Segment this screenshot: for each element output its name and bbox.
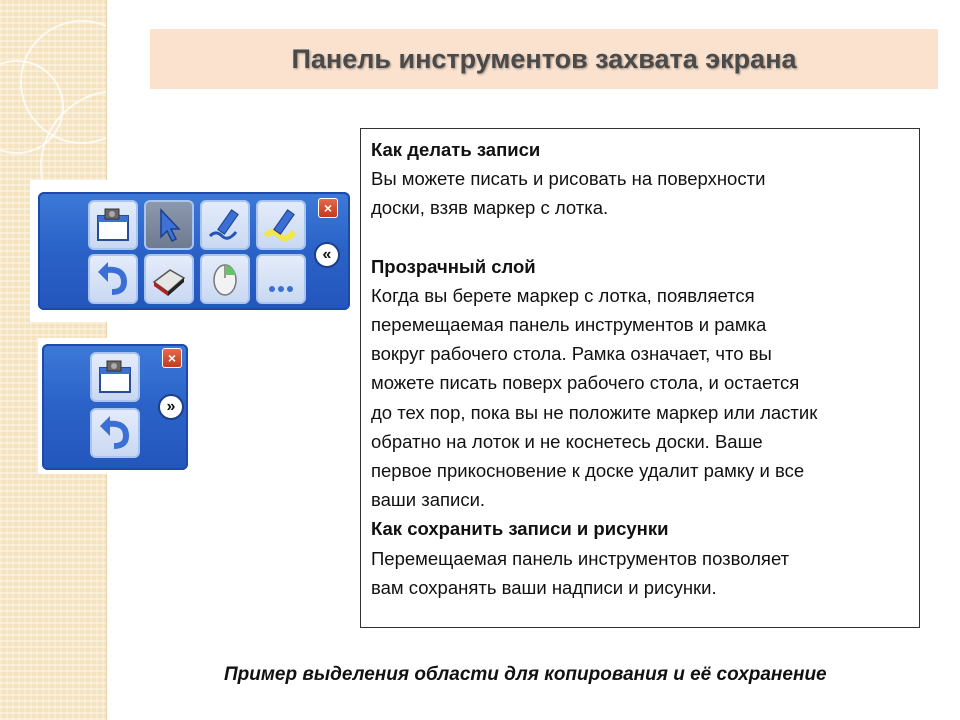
more-button[interactable]: [256, 254, 306, 304]
pen-button[interactable]: [200, 200, 250, 250]
body-line: Когда вы берете маркер с лотка, появляется: [371, 284, 755, 306]
toolbar-collapsed: [38, 338, 192, 474]
capture-icon: [95, 208, 131, 242]
undo-button[interactable]: [90, 408, 140, 458]
undo-icon: [94, 260, 132, 298]
expand-button[interactable]: »: [158, 394, 184, 420]
highlighter-button[interactable]: [256, 200, 306, 250]
body-line: вокруг рабочего стола. Рамка означает, что вы: [371, 343, 772, 365]
body-line: ваши записи.: [371, 489, 486, 511]
body-line: первое прикосновение к доске удалит рамку и все: [371, 460, 805, 482]
body-line: до тех пор, пока вы не положите маркер или ластик: [371, 401, 818, 423]
more-icon: [263, 261, 299, 297]
capture-button[interactable]: [90, 352, 140, 402]
select-arrow-icon: [152, 207, 186, 243]
undo-button[interactable]: [88, 254, 138, 304]
body-line: доски, взяв маркер с лотка.: [371, 197, 609, 219]
pen-icon: [206, 206, 244, 244]
body-line: Вы можете писать и рисовать на поверхности: [371, 168, 766, 190]
undo-icon: [96, 414, 134, 452]
collapse-button[interactable]: «: [314, 242, 340, 268]
mouse-button[interactable]: [200, 254, 250, 304]
select-button[interactable]: [144, 200, 194, 250]
highlighter-icon: [262, 206, 300, 244]
body-line: вам сохранять ваши надписи и рисунки.: [371, 576, 717, 598]
mouse-icon: [207, 260, 243, 298]
paragraph-gap: [371, 223, 909, 252]
page-title: Панель инструментов захвата экрана: [291, 44, 797, 74]
toolbar-expanded: [30, 180, 350, 322]
body-line: можете писать поверх рабочего стола, и остается: [371, 372, 800, 394]
section-heading: Прозрачный слой: [371, 255, 536, 277]
section-heading: Как делать записи: [371, 139, 541, 160]
body-line: Перемещаемая панель инструментов позволяет: [371, 547, 790, 569]
info-text-box: [360, 128, 920, 628]
section-heading: Как сохранить записи и рисунки: [371, 518, 669, 540]
capture-button[interactable]: [88, 200, 138, 250]
close-button[interactable]: ×: [162, 348, 182, 368]
close-button[interactable]: ×: [318, 198, 338, 218]
body-line: обратно на лоток и не коснетесь доски. Ваше: [371, 430, 763, 452]
eraser-button[interactable]: [144, 254, 194, 304]
body-line: перемещаемая панель инструментов и рамка: [371, 314, 767, 336]
title-band: [150, 29, 938, 89]
figure-caption: Пример выделения области для копирования и её сохранение: [224, 664, 827, 685]
capture-icon: [97, 360, 133, 394]
eraser-icon: [150, 260, 188, 298]
